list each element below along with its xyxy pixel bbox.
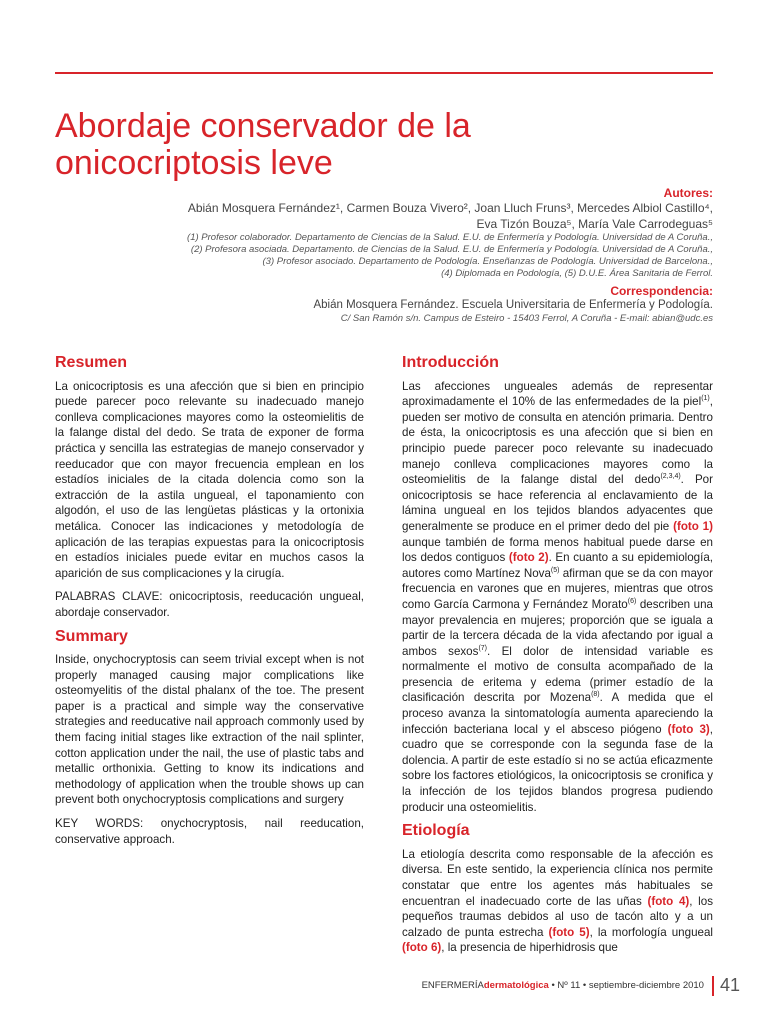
authors-line-1: Abián Mosquera Fernández¹, Carmen Bouza Vivero², Joan Lluch Fruns³, Mercedes Albiol Castillo⁴, xyxy=(187,201,713,215)
article-title: Abordaje conservador de la onicocriptosis leve xyxy=(55,107,471,182)
summary-heading: Summary xyxy=(55,627,128,645)
correspondence-label: Correspondencia: xyxy=(610,284,713,298)
etiologia-text: , la morfología ungueal xyxy=(589,925,713,939)
resumen-heading: Resumen xyxy=(55,354,128,371)
citation: (6) xyxy=(627,598,637,606)
page-footer xyxy=(422,975,740,996)
citation: (7) xyxy=(478,644,487,652)
figure-ref: (foto 3) xyxy=(667,722,710,736)
journal-name-a: ENFERMERÍA xyxy=(421,980,484,991)
correspondence-address: C/ San Ramón s/n. Campus de Esteiro - 15403 Ferrol, A Coruña - E-mail: abian@udc.es xyxy=(340,313,713,324)
summary-body: Inside, onychocryptosis can seem trivial except when is not properly managed causing major complications like osteomyelitis of the distal phalanx of the toe. The present paper is a practical and simple way the conservative strategies and reeducative nail approach commonly used by them facing initial stages like extraction of the nail splinter, cotton application under the nail, the use of plastic tabs and metallic orthonixia. Getting to know its indications and methodology of application when the trouble shows up can prevent both onychocryptosis complications and surgery xyxy=(55,653,364,807)
affiliation-1: (1) Profesor colaborador. Departamento de Ciencias de la Salud. E.U. de Enfermería y Podología. Universidad de A Coruña., xyxy=(187,232,713,243)
resumen-body: La onicocriptosis es una afección que si bien en principio puede parecer poco relevante su inadecuado manejo conlleva complicaciones mayores como la osteomielitis de la falange distal del dedo. Se trata de exponer de forma práctica y sencilla las estrategias de manejo conservador y reeducador que con mayor frecuencia emplean en los estadíos iniciales de la citada dolencia como son la extracción de la astila ungueal, el taponamiento con algodón, el uso de las lengüetas plásticas y la ortonixia metálica. Conocer las indicaciones y metodología de aplicación de las terapias expuestas para la onicocriptosis en estadíos iniciales puede evitar en muchos casos la aparición de sus complicaciones y la cirugía. xyxy=(55,379,364,580)
etiologia-text: , la presencia de hiperhidrosis que xyxy=(441,941,618,955)
figure-ref: (foto 4) xyxy=(647,894,690,908)
top-rule xyxy=(55,72,713,74)
resumen-keywords: PALABRAS CLAVE: onicocriptosis, reeducación ungueal, abordaje conservador. xyxy=(55,590,364,619)
intro-text: describen una mayor prevalencia en mujeres; proporción que se iguala a partir de la tercera década de la vida afectando por igual a ambos sexos xyxy=(402,597,713,658)
etiologia-body xyxy=(402,847,713,956)
authors-line-2: Eva Tizón Bouza⁵, María Vale Carrodeguas⁵ xyxy=(476,217,713,231)
intro-text: afirman que se da con mayor frecuencia en varones que en mujeres, mientras que otros como García Carmona y Fernández Morato xyxy=(402,566,713,611)
intro-text: aunque también de forma menos habitual puede darse en los dedos contiguos xyxy=(402,535,713,565)
intro-text: . El dolor de intensidad variable es normalmente el motivo de consulta acompañado de la presencia de eritema y edema (primer estadío de la clasificación descrita por Mozena xyxy=(402,644,713,705)
introduccion-body xyxy=(402,379,713,816)
figure-ref: (foto 6) xyxy=(402,941,442,955)
citation: (1) xyxy=(701,395,710,403)
authors-label: Autores: xyxy=(663,186,713,200)
intro-text: , cuadro que se corresponde con la segunda fase de la dolencia. A partir de este estadío si no se actúa eficazmente sobre los factores etiológicos, la onicocriptosis se cronifica y la infección de los tejidos blandos progresa pudiendo producir una osteomielitis. xyxy=(402,722,714,814)
footer-divider xyxy=(712,976,714,996)
journal-name xyxy=(422,980,704,991)
right-column xyxy=(402,355,713,964)
etiologia-text: , los pequeños traumas debidos al uso de tacón alto y a un calzado de punta estrecha xyxy=(402,894,714,939)
citation: (8) xyxy=(591,691,600,699)
citation: (2,3,4) xyxy=(660,473,681,481)
affiliation-4: (4) Diplomada en Podología, (5) D.U.E. Área Sanitaria de Ferrol. xyxy=(441,268,713,279)
figure-ref: (foto 5) xyxy=(548,925,590,939)
intro-text: . En cuanto a su epidemiología, autores como Martínez Nova xyxy=(402,551,714,580)
introduccion-heading: Introducción xyxy=(402,354,499,371)
journal-name-b: dermatológica xyxy=(483,980,549,991)
intro-text: Las afecciones ungueales además de representar aproximadamente el 10% de las enfermedades de la piel xyxy=(402,379,713,409)
etiologia-text: La etiología descrita como responsable de la afección es diversa. En este sentido, la experiencia clínica nos permite constatar que entre los agentes más habituales se encuentran el inadecuado corte de las uñas xyxy=(402,847,713,908)
intro-text: , pueden ser motivo de consulta en atención primaria. Dentro de ésta, la onicocriptosis es una afección que si bien en principio puede parecer poco relevante su inadecuado manejo conlleva complicaciones mayores como la osteomielitis de la falange distal del dedo xyxy=(402,395,713,487)
page-number: 41 xyxy=(719,975,740,995)
summary-keywords: KEY WORDS: onychocryptosis, nail reeducation, conservative approach. xyxy=(55,817,364,846)
correspondence-block xyxy=(53,284,713,325)
left-column xyxy=(55,355,364,855)
affiliation-3: (3) Profesor asociado. Departamento de Podología. Enseñanzas de Podología. Universidad de Barcelona., xyxy=(262,256,713,267)
journal-issue: • Nº 11 • septiembre-diciembre 2010 xyxy=(548,980,704,991)
etiologia-heading: Etiología xyxy=(402,822,470,840)
citation: (5) xyxy=(550,566,560,574)
intro-text: . A medida que el proceso avanza la sintomatología aumenta apareciendo la infección bacteriana local y el absceso piógeno xyxy=(402,691,714,736)
figure-ref: (foto 2) xyxy=(508,551,549,565)
intro-text: . Por onicocriptosis se hace referencia al enclavamiento de la lámina ungueal en los tejidos blandos adyacentes que generalmente se produce en el primer dedo del pie xyxy=(402,473,713,533)
authors-block xyxy=(53,186,713,280)
figure-ref: (foto 1) xyxy=(673,519,713,533)
affiliation-2: (2) Profesora asociada. Departamento. de Ciencias de la Salud. E.U. de Enfermería y Podología. Universidad de A Coruña., xyxy=(190,244,713,255)
correspondence-name: Abián Mosquera Fernández. Escuela Universitaria de Enfermería y Podología. xyxy=(313,299,713,311)
